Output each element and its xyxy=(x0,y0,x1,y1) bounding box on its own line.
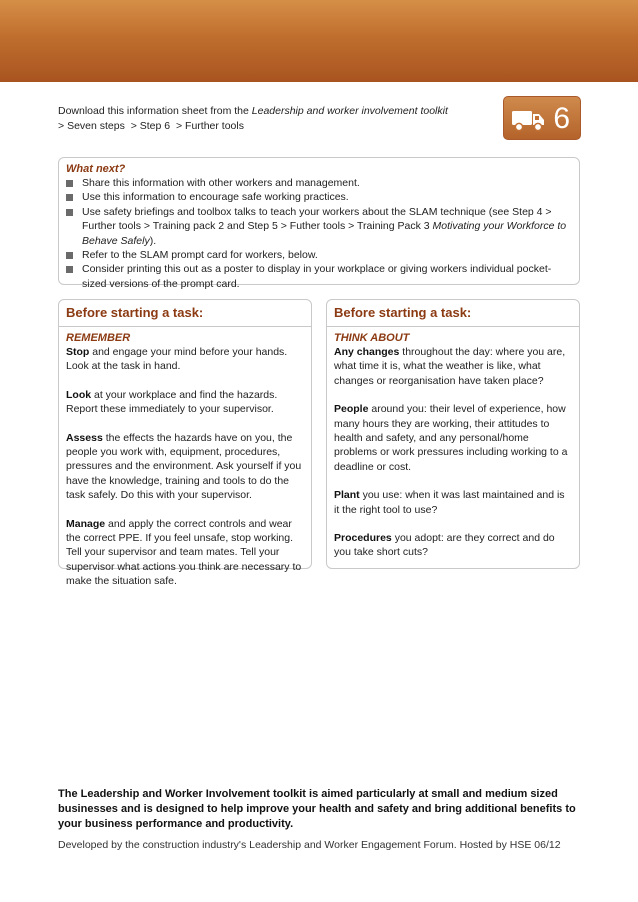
list-item: Use this information to encourage safe working practices. xyxy=(66,190,571,204)
think-procedures: Procedures you adopt: are they correct and do you take short cuts? xyxy=(334,532,555,559)
slam-look: Look at your workplace and find the hazards. Report these immediately to your supervisor. xyxy=(66,388,278,416)
think-plant: Plant you use: when it was last maintained and is it the right tool to use? xyxy=(334,489,565,516)
remember-card-title: Before starting a task: xyxy=(59,300,311,327)
breadcrumb-item-seven-steps[interactable]: Seven steps xyxy=(67,120,125,132)
bullet-square-icon xyxy=(66,194,73,201)
remember-card xyxy=(58,299,312,588)
list-item: Refer to the SLAM prompt card for workers, below. xyxy=(66,248,571,262)
top-banner xyxy=(0,0,638,82)
think-about-heading: THINK ABOUT xyxy=(334,332,410,344)
breadcrumb-item-further-tools[interactable]: Further tools xyxy=(185,120,244,132)
download-info xyxy=(58,104,478,134)
list-item: Share this information with other workers and management. xyxy=(66,176,571,190)
download-prefix: Download this information sheet from the xyxy=(58,105,252,117)
truck-icon xyxy=(510,105,546,133)
step-number: 6 xyxy=(553,102,570,135)
toolkit-summary: The Leadership and Worker Involvement toolkit is aimed particularly at small and medium sized businesses and is designed to help improve your health and safety and bring additional benefits to your business performance and productivity. xyxy=(58,788,576,830)
think-about-card-title: Before starting a task: xyxy=(327,300,579,327)
list-item: Use safety briefings and toolbox talks to teach your workers about the SLAM technique (see Step 4 > Further tools > Training pack 2 and Step 5 > Futher tools > Training Pack 3 Motivating your Workforce to Behave Safely). xyxy=(66,205,571,248)
developed-by-note: Developed by the construction industry's Leadership and Worker Engagement Forum. Hosted by HSE 06/12 xyxy=(58,839,561,851)
bullet-square-icon xyxy=(66,180,73,187)
bullet-square-icon xyxy=(66,252,73,259)
bullet-square-icon xyxy=(66,266,73,273)
slam-manage: Manage and apply the correct controls and wear the correct PPE. If you feel unsafe, stop working. Tell your supervisor and team mates. Tell your supervisor what actions you think are necessary to make the situation safe. xyxy=(66,517,302,588)
think-people: People around you: their level of experience, how many hours they are working, their attitudes to health and safety, and any personal/home problems or work pressures including working to a deadline or cost. xyxy=(334,403,568,473)
toolkit-link[interactable]: Leadership and worker involvement toolkit xyxy=(251,105,448,117)
think-about-card xyxy=(326,299,580,569)
list-item: Consider printing this out as a poster to display in your workplace or giving workers individual pocket-sized versions of the prompt card. xyxy=(66,262,571,291)
what-next-list xyxy=(66,176,571,291)
what-next-box xyxy=(58,157,580,290)
step-badge xyxy=(503,96,581,140)
slam-assess: Assess the effects the hazards have on you, the people you work with, equipment, procedures, pressures and the environment. Ask yourself if you have the knowledge, training and tools to do the task safely. Do this with your supervisor. xyxy=(66,431,302,502)
breadcrumb-item-step-6[interactable]: Step 6 xyxy=(139,120,171,132)
slam-stop: Stop and engage your mind before your hands. Look at the task in hand. xyxy=(66,346,288,373)
breadcrumb: > Seven steps > Step 6 > Further tools xyxy=(58,120,244,132)
bullet-square-icon xyxy=(66,209,73,216)
what-next-title: What next? xyxy=(66,163,126,175)
think-any-changes: Any changes throughout the day: where you are, what time it is, what the weather is like, what changes or reorganisation have taken place? xyxy=(334,346,566,387)
remember-heading: REMEMBER xyxy=(66,332,131,344)
